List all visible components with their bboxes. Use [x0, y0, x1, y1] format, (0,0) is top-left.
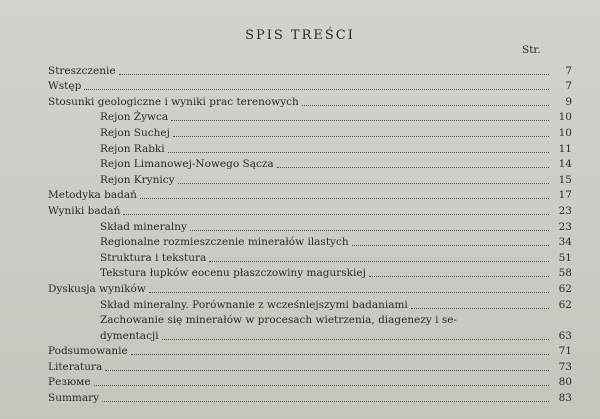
toc-entry-label: Podsumowanie [48, 345, 128, 358]
toc-entry-page: 23 [558, 204, 572, 217]
dot-leader [168, 151, 549, 153]
toc-entry-page: 34 [558, 236, 572, 249]
toc-entry-page: 7 [565, 64, 572, 77]
dot-leader [149, 291, 549, 293]
toc-entry-page: 73 [558, 360, 572, 373]
dot-leader [302, 104, 549, 106]
dot-leader [178, 182, 549, 184]
dot-leader [84, 88, 549, 90]
toc-entry-label: Stosunki geologiczne i wyniki prac terenowych [48, 95, 299, 108]
toc-entry-label: Summary [48, 392, 100, 405]
dot-leader [173, 135, 549, 137]
toc-subentry [48, 265, 572, 281]
toc-subentry [48, 234, 572, 250]
toc-entry-page: 14 [558, 158, 572, 171]
toc-subentry-continuation [48, 327, 572, 343]
dot-leader [277, 166, 549, 168]
toc-entry-label: Literatura [48, 360, 103, 373]
dot-leader [140, 197, 549, 199]
toc-entry-label: Regionalne rozmieszczenie minerałów ilastych [100, 236, 349, 249]
toc-entry-label: Rejon Żywca [100, 111, 169, 124]
toc-entry-label: Metodyka badań [48, 189, 137, 202]
toc-entry [48, 358, 572, 374]
toc-subentry [48, 140, 572, 156]
toc-entry-label: Резюме [48, 376, 91, 389]
toc-entry-page: 17 [558, 189, 572, 202]
toc-entry-page: 7 [565, 80, 572, 93]
toc-entry-page: 58 [558, 267, 572, 280]
toc-entry-label: Skład mineralny. Porównanie z wcześniejszymi badaniami [100, 298, 408, 311]
toc-entry-page: 62 [558, 298, 572, 311]
toc-subentry [48, 124, 572, 140]
toc-entry-page: 15 [558, 173, 572, 186]
toc-entry [48, 374, 572, 390]
toc-entry-label: Wyniki badań [48, 204, 121, 217]
toc-entry-page: 11 [558, 142, 572, 155]
toc-subentry [48, 218, 572, 234]
toc-entry [48, 280, 572, 296]
toc-entry-page: 23 [558, 220, 572, 233]
toc-entry-label-continued: dymentacji [100, 329, 159, 342]
toc-entry-page: 51 [558, 251, 572, 264]
toc-subentry [48, 109, 572, 125]
toc-subentry [48, 171, 572, 187]
toc-entry-label: Struktura i tekstura [100, 251, 207, 264]
toc-entry-label: Wstęp [48, 80, 82, 93]
dot-leader [171, 119, 549, 121]
dot-leader [162, 338, 549, 340]
toc-entry-label: Rejon Krynicy [100, 173, 175, 186]
toc-title: SPIS TREŚCI [245, 28, 355, 43]
toc-subentry [48, 296, 572, 312]
toc-entry-label: Dyskusja wyników [48, 282, 146, 295]
toc-entry-page: 9 [565, 95, 572, 108]
toc-entry-page: 10 [558, 126, 572, 139]
dot-leader [411, 307, 549, 309]
dot-leader [131, 353, 549, 355]
toc-entry-page: 83 [558, 392, 572, 405]
toc-entry [48, 62, 572, 78]
toc-entry-page: 10 [558, 111, 572, 124]
toc-entry [48, 187, 572, 203]
dot-leader [102, 400, 549, 402]
toc-entry-label: Rejon Limanowej-Nowego Sącza [100, 158, 274, 171]
toc-entry-page: 62 [558, 282, 572, 295]
toc-entry-page: 63 [558, 329, 572, 342]
toc-entry-page: 80 [558, 376, 572, 389]
dot-leader [369, 275, 549, 277]
dot-leader [190, 229, 549, 231]
dot-leader [209, 260, 549, 262]
toc-entry-label: Rejon Suchej [100, 126, 170, 139]
toc-subentry [48, 312, 572, 328]
dot-leader [119, 73, 549, 75]
toc-entry [48, 389, 572, 405]
toc-entry-label: Rejon Rabki [100, 142, 165, 155]
toc-entry [48, 78, 572, 94]
toc-entry [48, 343, 572, 359]
page-column-header: Str. [522, 44, 541, 56]
toc-entry [48, 93, 572, 109]
toc-entry-label: Zachowanie się minerałów w procesach wietrzenia, diagenezy i se- [100, 314, 457, 327]
dot-leader [352, 244, 549, 246]
dot-leader [105, 369, 549, 371]
toc-entry-label: Tekstura łupków eocenu płaszczowiny magurskiej [100, 267, 366, 280]
dot-leader [94, 384, 549, 386]
toc-entry [48, 202, 572, 218]
toc-entry-label: Streszczenie [48, 64, 116, 77]
toc-subentry [48, 156, 572, 172]
table-of-contents [48, 62, 572, 405]
toc-subentry [48, 249, 572, 265]
toc-entry-label: Skład mineralny [100, 220, 187, 233]
toc-entry-page: 71 [558, 345, 572, 358]
dot-leader [123, 213, 549, 215]
